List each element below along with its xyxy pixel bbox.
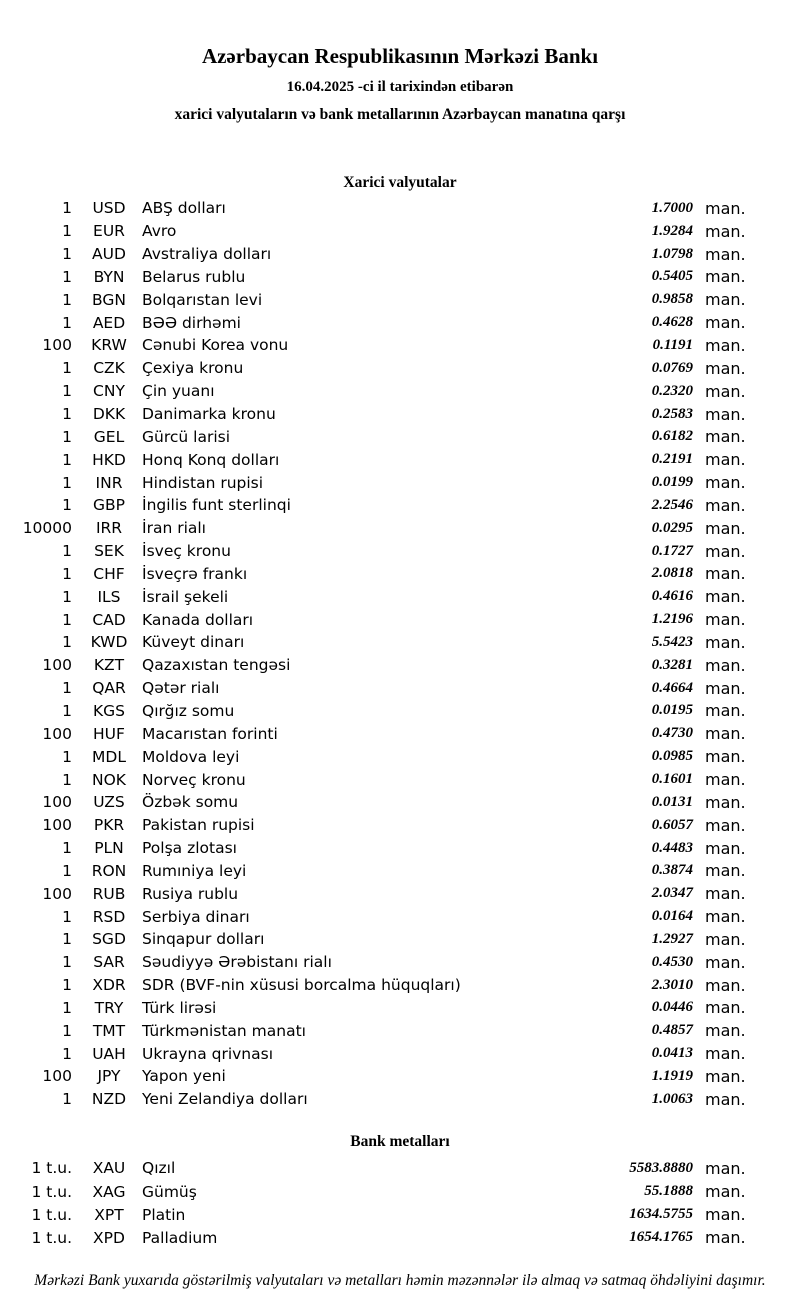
rate-value-cell: 0.4628 [651, 314, 693, 331]
rate-value-cell: 1.0063 [651, 1090, 693, 1107]
currency-row [0, 654, 800, 677]
currency-code-cell: SGD [92, 930, 126, 949]
currency-code-cell: RON [91, 861, 127, 880]
currency-name-cell: Qırğız somu [142, 701, 235, 720]
currency-name-cell: İsveçrə frankı [142, 564, 248, 583]
currency-code-cell: MDL [92, 747, 126, 766]
currency-code-cell: RSD [92, 907, 126, 926]
rate-value-cell: 2.0818 [651, 565, 693, 582]
currency-code-cell: XDR [92, 976, 126, 995]
rate-value-cell: 0.4730 [651, 725, 693, 742]
unit-label-cell: man. [705, 1182, 746, 1202]
currency-name-cell: Platin [142, 1205, 186, 1224]
quantity-cell: 100 [42, 793, 72, 812]
unit-label-cell: man. [705, 335, 746, 355]
currency-name-cell: BƏƏ dirhəmi [142, 313, 241, 332]
quantity-cell: 100 [42, 884, 72, 903]
quantity-cell: 1 [62, 633, 72, 652]
document-header [0, 0, 800, 124]
currency-row [0, 471, 800, 494]
currency-code-cell: QAR [92, 679, 126, 698]
currency-row [0, 997, 800, 1020]
currency-row [0, 334, 800, 357]
currency-code-cell: ILS [97, 587, 121, 606]
metal-row [0, 1157, 800, 1180]
quantity-cell: 1 [62, 701, 72, 720]
unit-label-cell: man. [705, 267, 746, 287]
currency-name-cell: ABŞ dolları [142, 199, 226, 218]
currency-row [0, 243, 800, 266]
quantity-cell: 1 t.u. [31, 1228, 72, 1247]
currency-name-cell: Rumıniya leyi [142, 861, 247, 880]
currency-row [0, 494, 800, 517]
unit-label-cell: man. [705, 198, 746, 218]
unit-label-cell: man. [705, 221, 746, 241]
rate-value-cell: 1634.5755 [629, 1206, 693, 1223]
currency-code-cell: PLN [94, 839, 124, 858]
page-title: Azərbaycan Respublikasının Mərkəzi Bankı [201, 44, 599, 68]
currency-row [0, 837, 800, 860]
quantity-cell: 1 [62, 290, 72, 309]
currency-code-cell: BGN [92, 290, 126, 309]
currency-code-cell: UAH [92, 1044, 126, 1063]
currency-row [0, 197, 800, 220]
currency-name-cell: Serbiya dinarı [142, 907, 250, 926]
currency-code-cell: PKR [93, 816, 125, 835]
unit-label-cell: man. [705, 678, 746, 698]
currency-name-cell: Danimarka kronu [142, 405, 276, 424]
rate-value-cell: 1.1919 [651, 1067, 693, 1084]
unit-label-cell: man. [705, 838, 746, 858]
unit-label-cell: man. [705, 587, 746, 607]
currency-name-cell: Gümüş [142, 1182, 197, 1201]
quantity-cell: 1 t.u. [31, 1205, 72, 1224]
rate-value-cell: 1654.1765 [629, 1229, 693, 1246]
rate-value-cell: 0.0195 [651, 702, 693, 719]
currency-row [0, 357, 800, 380]
rate-value-cell: 2.0347 [651, 885, 693, 902]
unit-label-cell: man. [705, 541, 746, 561]
currency-name-cell: Türkmənistan manatı [142, 1021, 306, 1040]
currency-code-cell: NZD [91, 1090, 127, 1109]
currency-row [0, 425, 800, 448]
currency-name-cell: Norveç kronu [142, 770, 246, 789]
quantity-cell: 1 [62, 359, 72, 378]
currency-row [0, 311, 800, 334]
quantity-cell: 10000 [22, 519, 72, 538]
currency-code-cell: IRR [95, 519, 123, 538]
unit-label-cell: man. [705, 1158, 746, 1178]
quantity-cell: 1 [62, 998, 72, 1017]
unit-label-cell: man. [705, 381, 746, 401]
quantity-cell: 1 [62, 747, 72, 766]
currency-row [0, 288, 800, 311]
currency-code-cell: KWD [90, 633, 128, 652]
rate-value-cell: 0.4483 [651, 839, 693, 856]
quantity-cell: 1 [62, 199, 72, 218]
currency-name-cell: Avro [142, 222, 177, 241]
metal-row [0, 1203, 800, 1226]
currency-row [0, 380, 800, 403]
quantity-cell: 1 [62, 496, 72, 515]
unit-label-cell: man. [705, 313, 746, 333]
currency-name-cell: Palladium [142, 1228, 218, 1247]
currency-name-cell: İngilis funt sterlinqi [142, 496, 291, 515]
currency-code-cell: KRW [91, 336, 127, 355]
currency-name-cell: Qızıl [142, 1159, 176, 1178]
rate-value-cell: 0.4530 [651, 953, 693, 970]
unit-label-cell: man. [705, 1066, 746, 1086]
currency-name-cell: Rusiya rublu [142, 884, 239, 903]
quantity-cell: 1 [62, 405, 72, 424]
currency-row [0, 1019, 800, 1042]
effective-date: 16.04.2025 -ci il tarixindən etibarən [286, 79, 514, 95]
currency-row [0, 882, 800, 905]
rate-value-cell: 2.3010 [651, 976, 693, 993]
currency-code-cell: XAG [92, 1182, 126, 1201]
currency-row [0, 1088, 800, 1111]
rate-value-cell: 0.0295 [651, 519, 693, 536]
quantity-cell: 1 [62, 679, 72, 698]
unit-label-cell: man. [705, 770, 746, 790]
currency-name-cell: Macarıstan forinti [142, 724, 278, 743]
currency-row [0, 540, 800, 563]
quantity-cell: 100 [42, 1067, 72, 1086]
unit-label-cell: man. [705, 975, 746, 995]
rate-value-cell: 1.0798 [651, 245, 693, 262]
currency-name-cell: Qazaxıstan tengəsi [142, 656, 291, 675]
rate-value-cell: 0.0769 [651, 359, 693, 376]
currency-row [0, 700, 800, 723]
currency-row [0, 585, 800, 608]
metals-table [0, 1157, 800, 1250]
currency-name-cell: Honq Konq dolları [142, 450, 280, 469]
page-subtitle: xarici valyutaların və bank metallarının Azərbaycan manatına qarşı [174, 106, 626, 123]
currency-name-cell: Səudiyyə Ərəbistanı rialı [142, 953, 332, 972]
currency-row [0, 1042, 800, 1065]
currency-code-cell: HUF [93, 724, 125, 743]
currency-code-cell: DKK [92, 405, 126, 424]
unit-label-cell: man. [705, 518, 746, 538]
quantity-cell: 1 [62, 610, 72, 629]
currency-row [0, 905, 800, 928]
currency-row [0, 631, 800, 654]
unit-label-cell: man. [705, 792, 746, 812]
currency-name-cell: Kanada dolları [142, 610, 254, 629]
currency-code-cell: KGS [92, 701, 125, 720]
currency-code-cell: EUR [93, 222, 125, 241]
rate-value-cell: 0.3874 [651, 862, 693, 879]
rate-value-cell: 0.6057 [651, 816, 693, 833]
metals-section-title: Bank metalları [350, 1132, 450, 1150]
currency-name-cell: Çexiya kronu [142, 359, 244, 378]
rate-value-cell: 0.0164 [651, 908, 693, 925]
currency-code-cell: GBP [93, 496, 125, 515]
currency-code-cell: NOK [92, 770, 126, 789]
quantity-cell: 1 [62, 861, 72, 880]
unit-label-cell: man. [705, 907, 746, 927]
rate-value-cell: 0.4664 [651, 679, 693, 696]
unit-label-cell: man. [705, 473, 746, 493]
currency-row [0, 448, 800, 471]
currency-name-cell: İran rialı [142, 519, 206, 538]
currency-code-cell: CNY [93, 382, 125, 401]
rate-value-cell: 1.7000 [651, 199, 693, 216]
currency-row [0, 677, 800, 700]
currency-code-cell: XAU [92, 1159, 126, 1178]
unit-label-cell: man. [705, 632, 746, 652]
quantity-cell: 1 [62, 267, 72, 286]
currency-name-cell: Türk lirəsi [142, 998, 217, 1017]
rate-value-cell: 55.1888 [644, 1183, 693, 1200]
currency-row [0, 220, 800, 243]
quantity-cell: 1 [62, 839, 72, 858]
currency-code-cell: BYN [93, 267, 125, 286]
quantity-cell: 1 [62, 770, 72, 789]
currency-code-cell: TMT [92, 1021, 126, 1040]
currency-name-cell: Hindistan rupisi [142, 473, 264, 492]
rate-value-cell: 1.2927 [651, 930, 693, 947]
currency-name-cell: Küveyt dinarı [142, 633, 245, 652]
quantity-cell: 1 [62, 953, 72, 972]
currency-code-cell: AED [92, 313, 126, 332]
quantity-cell: 1 [62, 587, 72, 606]
currency-name-cell: Bolqarıstan levi [142, 290, 263, 309]
currency-name-cell: Özbək somu [142, 793, 239, 812]
currency-row [0, 403, 800, 426]
quantity-cell: 1 [62, 450, 72, 469]
rate-value-cell: 0.2191 [651, 451, 693, 468]
currencies-section-title: Xarici valyutalar [343, 174, 457, 191]
unit-label-cell: man. [705, 244, 746, 264]
currency-row [0, 791, 800, 814]
rate-value-cell: 0.0131 [651, 793, 693, 810]
currency-code-cell: AUD [92, 245, 126, 264]
currency-code-cell: SEK [94, 542, 124, 561]
rate-value-cell: 0.2320 [651, 382, 693, 399]
currency-code-cell: KZT [93, 656, 125, 675]
unit-label-cell: man. [705, 861, 746, 881]
currency-name-cell: İsrail şekeli [142, 587, 229, 606]
currency-name-cell: İsveç kronu [142, 542, 231, 561]
quantity-cell: 1 [62, 976, 72, 995]
currency-row [0, 266, 800, 289]
currency-code-cell: XPT [94, 1205, 124, 1224]
currency-code-cell: HKD [92, 450, 126, 469]
currency-row [0, 814, 800, 837]
quantity-cell: 100 [42, 816, 72, 835]
metal-row [0, 1180, 800, 1203]
currency-name-cell: SDR (BVF-nin xüsusi borcalma hüquqları) [142, 976, 461, 995]
unit-label-cell: man. [705, 427, 746, 447]
rate-value-cell: 0.1191 [652, 336, 693, 353]
currency-row [0, 928, 800, 951]
rate-value-cell: 0.6182 [651, 428, 693, 445]
currencies-table [0, 197, 800, 1111]
rate-value-cell: 0.3281 [651, 656, 693, 673]
unit-label-cell: man. [705, 495, 746, 515]
currency-code-cell: UZS [93, 793, 125, 812]
currency-row [0, 517, 800, 540]
rate-value-cell: 1.9284 [651, 222, 693, 239]
currency-code-cell: CZK [93, 359, 125, 378]
rate-value-cell: 2.2546 [651, 496, 693, 513]
rate-value-cell: 0.2583 [651, 405, 693, 422]
rate-value-cell: 0.9858 [651, 291, 693, 308]
quantity-cell: 1 t.u. [31, 1182, 72, 1201]
rate-value-cell: 0.0413 [651, 1045, 693, 1062]
currency-name-cell: Avstraliya dolları [142, 245, 272, 264]
rate-value-cell: 0.0446 [651, 999, 693, 1016]
currency-code-cell: CAD [92, 610, 126, 629]
quantity-cell: 1 [62, 222, 72, 241]
quantity-cell: 1 [62, 313, 72, 332]
unit-label-cell: man. [705, 724, 746, 744]
unit-label-cell: man. [705, 655, 746, 675]
unit-label-cell: man. [705, 450, 746, 470]
quantity-cell: 1 [62, 907, 72, 926]
unit-label-cell: man. [705, 1021, 746, 1041]
quantity-cell: 1 [62, 382, 72, 401]
metal-row [0, 1226, 800, 1249]
unit-label-cell: man. [705, 929, 746, 949]
currency-name-cell: Moldova leyi [142, 747, 240, 766]
quantity-cell: 100 [42, 724, 72, 743]
unit-label-cell: man. [705, 701, 746, 721]
currency-code-cell: SAR [93, 953, 125, 972]
unit-label-cell: man. [705, 884, 746, 904]
unit-label-cell: man. [705, 1205, 746, 1225]
currency-code-cell: RUB [92, 884, 126, 903]
rate-value-cell: 0.1601 [651, 771, 693, 788]
currency-row [0, 722, 800, 745]
rate-value-cell: 0.5405 [651, 268, 693, 285]
unit-label-cell: man. [705, 1044, 746, 1064]
currency-name-cell: Çin yuanı [142, 382, 215, 401]
quantity-cell: 1 [62, 930, 72, 949]
unit-label-cell: man. [705, 1089, 746, 1109]
unit-label-cell: man. [705, 610, 746, 630]
currency-code-cell: USD [92, 199, 126, 218]
quantity-cell: 1 [62, 245, 72, 264]
unit-label-cell: man. [705, 290, 746, 310]
quantity-cell: 1 t.u. [31, 1159, 72, 1178]
rate-value-cell: 0.1727 [651, 542, 693, 559]
quantity-cell: 1 [62, 427, 72, 446]
currency-row [0, 1065, 800, 1088]
currency-code-cell: GEL [93, 427, 125, 446]
quantity-cell: 1 [62, 473, 72, 492]
currency-name-cell: Belarus rublu [142, 267, 246, 286]
quantity-cell: 1 [62, 564, 72, 583]
currency-name-cell: Gürcü larisi [142, 427, 231, 446]
currency-name-cell: Yeni Zelandiya dolları [142, 1090, 308, 1109]
currency-name-cell: Yapon yeni [142, 1067, 226, 1086]
currency-row [0, 745, 800, 768]
quantity-cell: 1 [62, 1044, 72, 1063]
unit-label-cell: man. [705, 952, 746, 972]
disclaimer-note: Mərkəzi Bank yuxarıda göstərilmiş valyutaları və metalları həmin məzənnələr ilə almaq və satmaq öhdəliyini daşımır. [34, 1271, 766, 1289]
currency-row [0, 974, 800, 997]
currency-name-cell: Polşa zlotası [142, 839, 237, 858]
currency-name-cell: Cənubi Korea vonu [142, 336, 289, 355]
unit-label-cell: man. [705, 358, 746, 378]
currency-code-cell: INR [95, 473, 123, 492]
currency-row [0, 563, 800, 586]
currency-name-cell: Qətər rialı [142, 679, 220, 698]
currency-row [0, 608, 800, 631]
currency-code-cell: TRY [94, 998, 124, 1017]
rate-value-cell: 5583.8880 [629, 1159, 693, 1176]
unit-label-cell: man. [705, 815, 746, 835]
quantity-cell: 1 [62, 1021, 72, 1040]
currency-code-cell: XPD [93, 1228, 125, 1247]
currency-name-cell: Ukrayna qrivnası [142, 1044, 274, 1063]
unit-label-cell: man. [705, 998, 746, 1018]
currency-row [0, 768, 800, 791]
rate-value-cell: 1.2196 [651, 611, 693, 628]
unit-label-cell: man. [705, 404, 746, 424]
quantity-cell: 1 [62, 542, 72, 561]
rate-value-cell: 5.5423 [651, 633, 693, 650]
quantity-cell: 100 [42, 336, 72, 355]
currency-code-cell: JPY [97, 1067, 121, 1086]
unit-label-cell: man. [705, 564, 746, 584]
currency-row [0, 951, 800, 974]
currency-name-cell: Pakistan rupisi [142, 816, 255, 835]
rate-value-cell: 0.0985 [651, 748, 693, 765]
unit-label-cell: man. [705, 747, 746, 767]
quantity-cell: 100 [42, 656, 72, 675]
quantity-cell: 1 [62, 1090, 72, 1109]
unit-label-cell: man. [705, 1228, 746, 1248]
rate-value-cell: 0.4857 [651, 1022, 693, 1039]
currency-row [0, 859, 800, 882]
rate-value-cell: 0.4616 [651, 588, 693, 605]
currency-code-cell: CHF [93, 564, 125, 583]
rate-value-cell: 0.0199 [651, 474, 693, 491]
currency-name-cell: Sinqapur dolları [142, 930, 265, 949]
